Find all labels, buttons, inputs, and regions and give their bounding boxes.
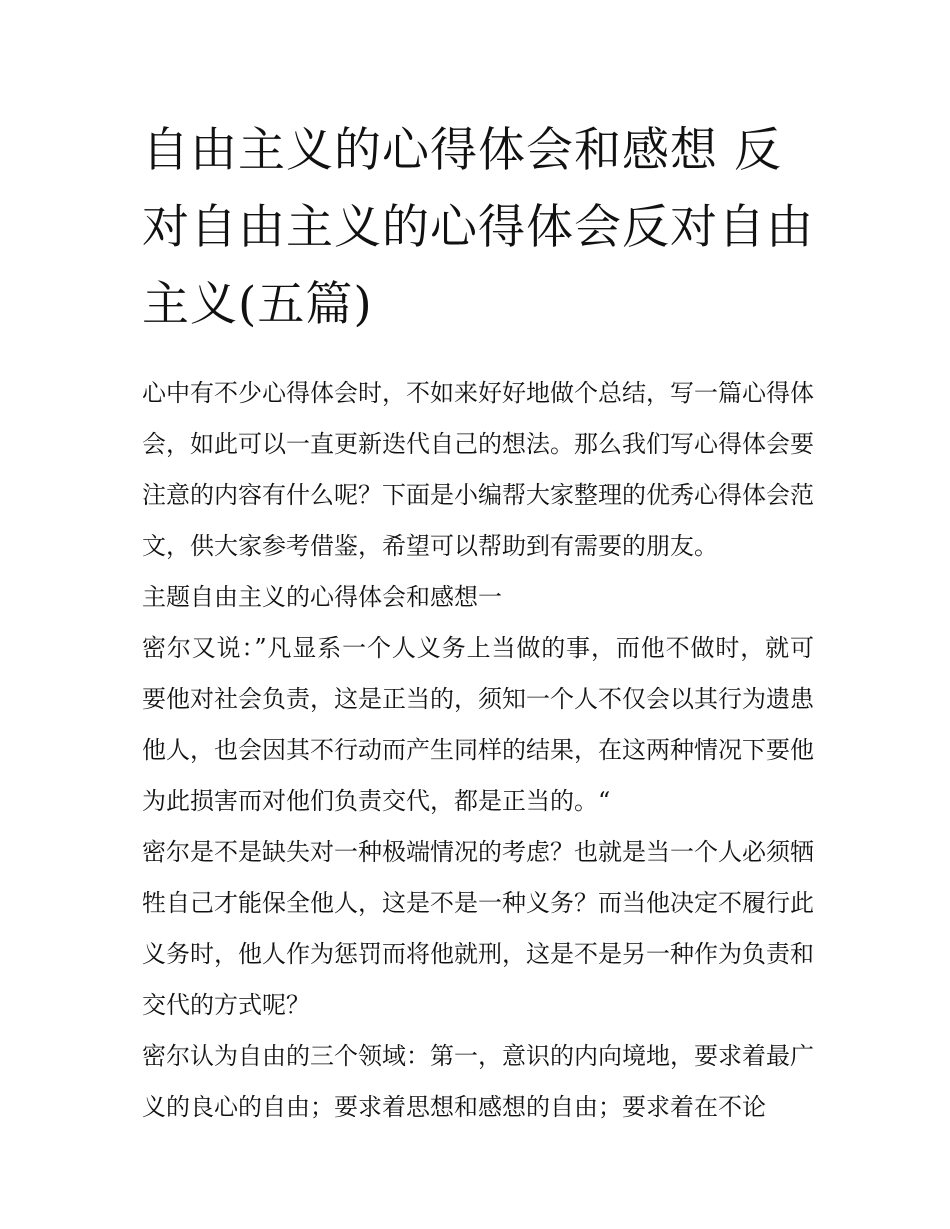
- section-heading: 主题自由主义的心得体会和感想一: [142, 583, 502, 611]
- body-paragraph: 密尔又说：”凡显系一个人义务上当做的事，而他不做时，就可要他对社会负责，这是正当的，须知一个人不仅会以其行为遗患他人，也会因其不行动而产生同样的结果，在这两种情况下要他为此损害而对他们负责交代，都是正当的。“: [142, 634, 814, 815]
- document-title: 自由主义的心得体会和感想 反对自由主义的心得体会反对自由主义(五篇): [142, 123, 814, 332]
- intro-paragraph: 心中有不少心得体会时，不如来好好地做个总结，写一篇心得体会，如此可以一直更新迭代自己的想法。那么我们写心得体会要注意的内容有什么呢？下面是小编帮大家整理的优秀心得体会范文，供大家参考借鉴，希望可以帮助到有需要的朋友。: [142, 379, 814, 560]
- body-paragraph: 密尔是不是缺失对一种极端情况的考虑？也就是当一个人必须牺牲自己才能保全他人，这是不是一种义务？而当他决定不履行此义务时，他人作为惩罚而将他就刑，这是不是另一种作为负责和交代的方式呢？: [142, 838, 814, 1019]
- document-content: [142, 112, 814, 1133]
- body-paragraph: 密尔认为自由的三个领域：第一，意识的内向境地，要求着最广义的良心的自由；要求着思想和感想的自由；要求着在不论: [142, 1042, 814, 1121]
- document-body: [142, 368, 814, 1133]
